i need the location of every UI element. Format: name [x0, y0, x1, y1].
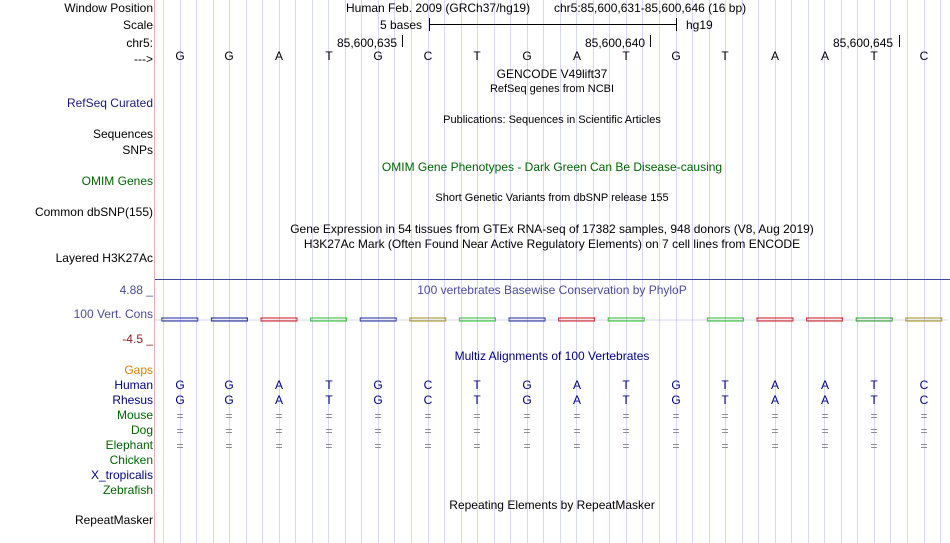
elephant-base: =: [473, 439, 481, 453]
elephant-base: =: [821, 439, 829, 453]
refseq-track-subtitle[interactable]: RefSeq genes from NCBI: [489, 83, 615, 95]
scale-bar-text: 5 bases: [380, 18, 423, 32]
dog-base: =: [374, 424, 382, 438]
human-base: C: [423, 378, 433, 392]
sequence-base: T: [473, 49, 481, 63]
coordinate-label: 85,600,640: [585, 36, 646, 50]
gtex-track-title[interactable]: Gene Expression in 54 tissues from GTEx RNA-seq of 17382 samples, 948 donors (V8, Aug 2019): [290, 222, 814, 236]
snps-label[interactable]: SNPs: [122, 143, 153, 157]
publications-track-title[interactable]: Publications: Sequences in Scientific Articles: [443, 114, 661, 126]
species-label-zebrafish[interactable]: Zebrafish: [102, 483, 153, 497]
sequence-base: T: [721, 49, 729, 63]
rhesus-base: T: [622, 393, 630, 407]
mouse-base: =: [374, 409, 382, 423]
rhesus-base: T: [473, 393, 481, 407]
elephant-base: =: [424, 439, 432, 453]
coordinate-label: 85,600,645: [833, 36, 894, 50]
mouse-base: =: [424, 409, 432, 423]
multiz-track-title[interactable]: Multiz Alignments of 100 Vertebrates: [454, 349, 650, 363]
phylop-mark: [311, 318, 347, 321]
elephant-base: =: [721, 439, 729, 453]
repeatmasker-track-title[interactable]: Repeating Elements by RepeatMasker: [449, 498, 655, 512]
dog-base: =: [424, 424, 432, 438]
human-base: A: [770, 378, 779, 392]
elephant-base: =: [622, 439, 630, 453]
dbsnp-track-title[interactable]: Short Genetic Variants from dbSNP release 155: [435, 192, 669, 204]
mouse-base: =: [176, 409, 184, 423]
mouse-base: =: [672, 409, 680, 423]
mouse-base: =: [920, 409, 928, 423]
phylop-mark: [211, 318, 247, 321]
mouse-base: =: [870, 409, 878, 423]
mouse-base: =: [325, 409, 333, 423]
position-text[interactable]: chr5:85,600,631-85,600,646 (16 bp): [554, 1, 747, 15]
elephant-base: =: [225, 439, 233, 453]
elephant-base: =: [573, 439, 581, 453]
assembly-name[interactable]: Human Feb. 2009 (GRCh37/hg19): [346, 1, 531, 15]
species-label-mouse[interactable]: Mouse: [116, 408, 153, 422]
species-label-chicken[interactable]: Chicken: [109, 453, 153, 467]
mouse-base: =: [523, 409, 531, 423]
human-base: A: [274, 378, 283, 392]
sequence-base: A: [770, 49, 779, 63]
mouse-base: =: [573, 409, 581, 423]
human-base: A: [820, 378, 829, 392]
human-base: T: [870, 378, 878, 392]
chrom-label: chr5:: [126, 36, 153, 50]
mouse-base: =: [275, 409, 283, 423]
human-base: T: [473, 378, 481, 392]
rhesus-base: C: [919, 393, 929, 407]
mouse-base: =: [622, 409, 630, 423]
dog-base: =: [225, 424, 233, 438]
rhesus-base: G: [175, 393, 185, 407]
sequences-label[interactable]: Sequences: [92, 127, 153, 141]
mouse-base: =: [473, 409, 481, 423]
phylop-mark: [360, 318, 396, 321]
species-label-x-tropicalis[interactable]: X_tropicalis: [90, 468, 153, 482]
human-base: T: [325, 378, 333, 392]
phylop-max-label: 4.88 _: [119, 283, 153, 297]
phylop-mark: [162, 318, 198, 321]
mouse-base: =: [771, 409, 779, 423]
elephant-base: =: [920, 439, 928, 453]
phylop-mark: [906, 318, 942, 321]
phylop-mark: [410, 318, 446, 321]
coordinate-label: 85,600,635: [337, 36, 398, 50]
human-base: G: [373, 378, 383, 392]
human-base: T: [622, 378, 630, 392]
sequence-base: G: [373, 49, 383, 63]
rhesus-base: A: [820, 393, 829, 407]
elephant-base: =: [275, 439, 283, 453]
rhesus-base: G: [373, 393, 383, 407]
rhesus-base: T: [721, 393, 729, 407]
rhesus-base: T: [870, 393, 878, 407]
phylop-mark: [757, 318, 793, 321]
rhesus-base: C: [423, 393, 433, 407]
sequence-base: A: [572, 49, 581, 63]
phylop-mark: [856, 318, 892, 321]
phylop-track-label[interactable]: 100 Vert. Cons: [73, 307, 153, 321]
human-base: C: [919, 378, 929, 392]
dog-base: =: [275, 424, 283, 438]
dog-base: =: [473, 424, 481, 438]
sequence-base: A: [274, 49, 283, 63]
rhesus-base: A: [770, 393, 779, 407]
scale-db-label: hg19: [686, 18, 713, 32]
sequence-base: T: [870, 49, 878, 63]
elephant-base: =: [374, 439, 382, 453]
elephant-base: =: [870, 439, 878, 453]
mouse-base: =: [821, 409, 829, 423]
human-base: A: [572, 378, 581, 392]
dog-base: =: [920, 424, 928, 438]
elephant-base: =: [672, 439, 680, 453]
omim-genes-label[interactable]: OMIM Genes: [81, 174, 153, 188]
phylop-mark: [459, 318, 495, 321]
h3k27ac-label[interactable]: Layered H3K27Ac: [55, 251, 153, 265]
elephant-base: =: [771, 439, 779, 453]
dog-base: =: [821, 424, 829, 438]
sequence-base: T: [622, 49, 630, 63]
dog-base: =: [622, 424, 630, 438]
human-base: G: [522, 378, 532, 392]
species-label-rhesus[interactable]: Rhesus: [112, 393, 153, 407]
dog-base: =: [573, 424, 581, 438]
gaps-label[interactable]: Gaps: [124, 363, 153, 377]
dog-base: =: [721, 424, 729, 438]
sequence-base: G: [671, 49, 681, 63]
phylop-mark: [559, 318, 595, 321]
mouse-base: =: [721, 409, 729, 423]
elephant-base: =: [523, 439, 531, 453]
omim-track-title[interactable]: OMIM Gene Phenotypes - Dark Green Can Be Disease-causing: [381, 160, 723, 174]
elephant-base: =: [325, 439, 333, 453]
sequence-base: T: [325, 49, 333, 63]
human-base: T: [721, 378, 729, 392]
phylop-mark: [807, 318, 843, 321]
human-base: G: [671, 378, 681, 392]
rhesus-base: A: [274, 393, 283, 407]
strand-label: --->: [134, 52, 153, 66]
species-label-human[interactable]: Human: [114, 378, 153, 392]
rhesus-base: A: [572, 393, 581, 407]
dog-base: =: [870, 424, 878, 438]
human-base: G: [175, 378, 185, 392]
dog-base: =: [523, 424, 531, 438]
dog-base: =: [771, 424, 779, 438]
sequence-base: C: [919, 49, 929, 63]
human-base: G: [224, 378, 234, 392]
mouse-base: =: [225, 409, 233, 423]
refseq-curated-label[interactable]: RefSeq Curated: [66, 96, 153, 110]
rhesus-base: G: [671, 393, 681, 407]
dog-base: =: [176, 424, 184, 438]
rhesus-base: G: [522, 393, 532, 407]
dog-base: =: [325, 424, 333, 438]
scale-label: Scale: [122, 18, 153, 32]
phylop-mark: [509, 318, 545, 321]
phylop-track-title[interactable]: 100 vertebrates Basewise Conservation by PhyloP: [417, 283, 687, 297]
sequence-base: G: [522, 49, 532, 63]
sequence-base: G: [175, 49, 185, 63]
rhesus-base: G: [224, 393, 234, 407]
species-label-dog[interactable]: Dog: [130, 423, 153, 437]
repeatmasker-label[interactable]: RepeatMasker: [74, 513, 153, 527]
sequence-base: C: [423, 49, 433, 63]
window-position-label: Window Position: [64, 1, 153, 15]
phylop-min-label: -4.5 _: [122, 332, 153, 346]
elephant-base: =: [176, 439, 184, 453]
dog-base: =: [672, 424, 680, 438]
phylop-mark: [707, 318, 743, 321]
gencode-track-title[interactable]: GENCODE V49lift37: [496, 67, 608, 81]
species-label-elephant[interactable]: Elephant: [105, 438, 153, 452]
sequence-base: A: [820, 49, 829, 63]
rhesus-base: T: [325, 393, 333, 407]
h3k27ac-track-title[interactable]: H3K27Ac Mark (Often Found Near Active Regulatory Elements) on 7 cell lines from ENCODE: [303, 237, 801, 251]
phylop-mark: [261, 318, 297, 321]
sequence-base: G: [224, 49, 234, 63]
dbsnp-label[interactable]: Common dbSNP(155): [34, 205, 153, 219]
phylop-mark: [608, 318, 644, 321]
